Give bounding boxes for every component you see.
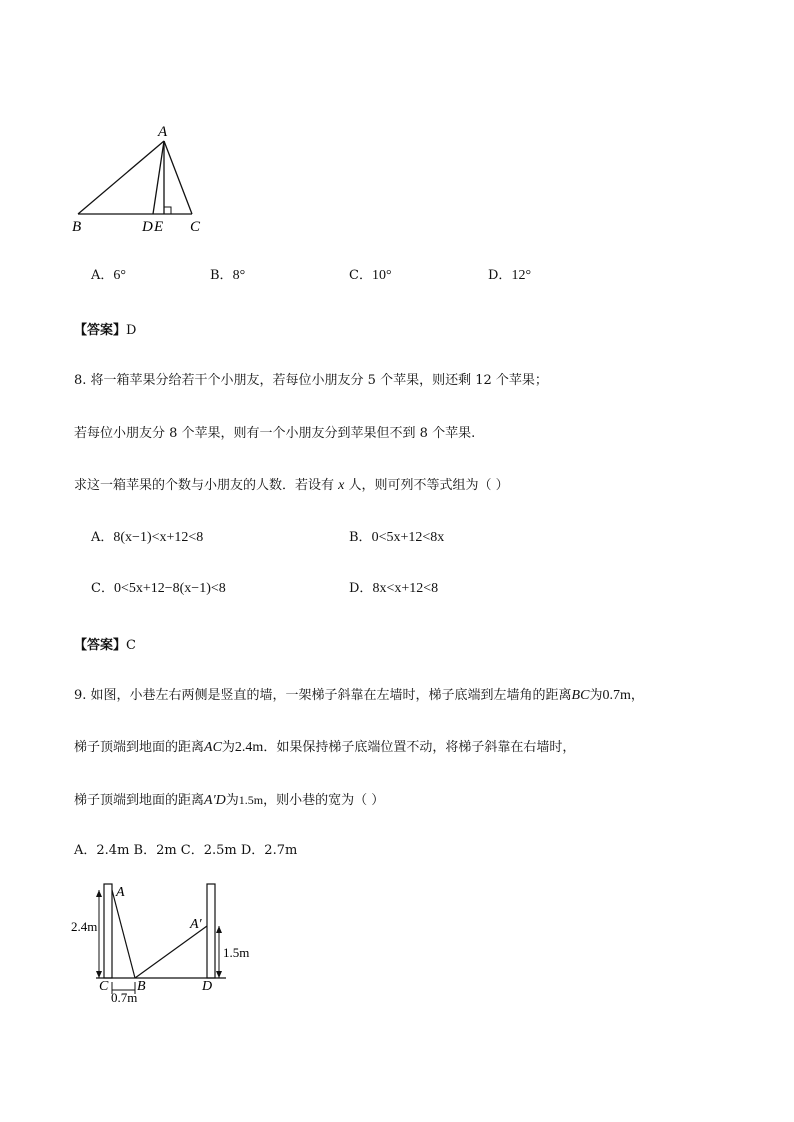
text: ．如果保持梯子底端位置不动，将梯子斜靠在右墙时， <box>263 740 576 755</box>
label-C: C <box>190 219 201 235</box>
text: 为 <box>589 688 603 703</box>
label-height-left: 2.4m <box>71 919 98 934</box>
answer-label: 【答案】 <box>74 323 127 338</box>
label-E: E <box>154 219 164 235</box>
segment-AB <box>78 141 164 214</box>
var-AC: AC <box>204 740 222 755</box>
q9-line-3 <box>74 792 384 809</box>
text: ， <box>630 688 644 703</box>
q8-line-2: 若每位小朋友分 8 个苹果，则有一个小朋友分到苹果但不到 8 个苹果. <box>74 426 476 441</box>
text: 梯子顶端到地面的距离 <box>74 793 205 808</box>
label-C: C <box>99 979 109 994</box>
text: 求这一箱苹果的个数与小朋友的人数．若设有 <box>74 478 335 493</box>
q8-option-d <box>349 581 438 597</box>
value-ac: 2.4m <box>234 740 264 755</box>
option-letter: D． <box>488 268 512 283</box>
option-value: 8° <box>232 268 246 283</box>
option-letter: B． <box>349 530 372 545</box>
dim-arrow <box>96 971 102 978</box>
q9-options: A．2.4m B．2m C．2.5m D．2.7m <box>74 843 298 858</box>
q8-option-a <box>91 530 203 546</box>
triangle-figure <box>60 118 220 240</box>
left-wall <box>104 884 112 978</box>
right-angle-mark <box>164 207 171 214</box>
answer-value: C <box>126 638 136 653</box>
q7-answer <box>74 319 136 338</box>
label-A: A <box>116 885 125 900</box>
text: 为 <box>225 793 239 808</box>
var-AprimeD: A′D <box>204 793 226 808</box>
q8-option-b <box>349 530 444 546</box>
label-D: D <box>142 219 153 235</box>
q9-line-2 <box>74 740 575 756</box>
label-A: A <box>158 124 168 140</box>
text: 9. 如图，小巷左右两侧是竖直的墙，一架梯子斜靠在左墙时，梯子底端到左墙角的距离 <box>74 688 572 703</box>
option-expr: 8(x−1)<x+12<8 <box>113 530 204 545</box>
option-letter: A． <box>91 530 114 545</box>
label-A-prime: A′ <box>190 917 202 932</box>
option-expr: 0<5x+12<8x <box>371 530 445 545</box>
ladder-figure <box>66 878 256 1004</box>
text: 人，则可列不等式组为（ ） <box>348 478 509 493</box>
q9-line-1 <box>74 688 644 704</box>
right-wall <box>207 884 215 978</box>
dim-arrow <box>96 890 102 897</box>
q8-option-c <box>91 581 226 597</box>
ladder-right <box>135 926 207 978</box>
ladder-left <box>112 890 135 978</box>
option-value: 10° <box>371 268 392 283</box>
q7-option-b <box>210 268 245 284</box>
answer-label: 【答案】 <box>74 638 127 653</box>
option-letter: A． <box>91 268 114 283</box>
option-value: 6° <box>113 268 126 283</box>
option-letter: C． <box>349 268 372 283</box>
segment-AC <box>164 141 192 214</box>
q7-option-a <box>91 268 126 284</box>
option-letter: B． <box>210 268 233 283</box>
dim-arrow <box>216 926 222 933</box>
option-expr: 0<5x+12−8(x−1)<8 <box>113 581 226 596</box>
value-bc: 0.7m <box>602 688 631 703</box>
text: 梯子顶端到地面的距离 <box>74 740 205 755</box>
label-B: B <box>137 979 146 994</box>
label-height-right: 1.5m <box>223 945 250 960</box>
q8-line-1: 8. 将一箱苹果分给若干个小朋友，若每位小朋友分 5 个苹果，则还剩 12 个苹果； <box>74 373 548 388</box>
q8-line-3 <box>74 478 509 494</box>
text: ，则小巷的宽为（ ） <box>263 793 385 808</box>
option-expr: 8x<x+12<8 <box>372 581 439 596</box>
label-B: B <box>72 219 82 235</box>
label-D: D <box>202 979 213 994</box>
option-value: 12° <box>511 268 532 283</box>
q7-option-d <box>488 268 531 284</box>
label-base: 0.7m <box>111 990 138 1004</box>
option-letter: D． <box>349 581 373 596</box>
option-letter: C． <box>91 581 114 596</box>
variable-x: x <box>338 478 345 493</box>
var-BC: BC <box>571 688 590 703</box>
value-apd: 1.5m <box>238 793 264 807</box>
segment-AD <box>153 141 164 214</box>
dim-arrow <box>216 971 222 978</box>
q8-answer <box>74 634 136 653</box>
q7-option-c <box>349 268 392 284</box>
answer-value: D <box>126 323 137 338</box>
text: 为 <box>221 740 235 755</box>
